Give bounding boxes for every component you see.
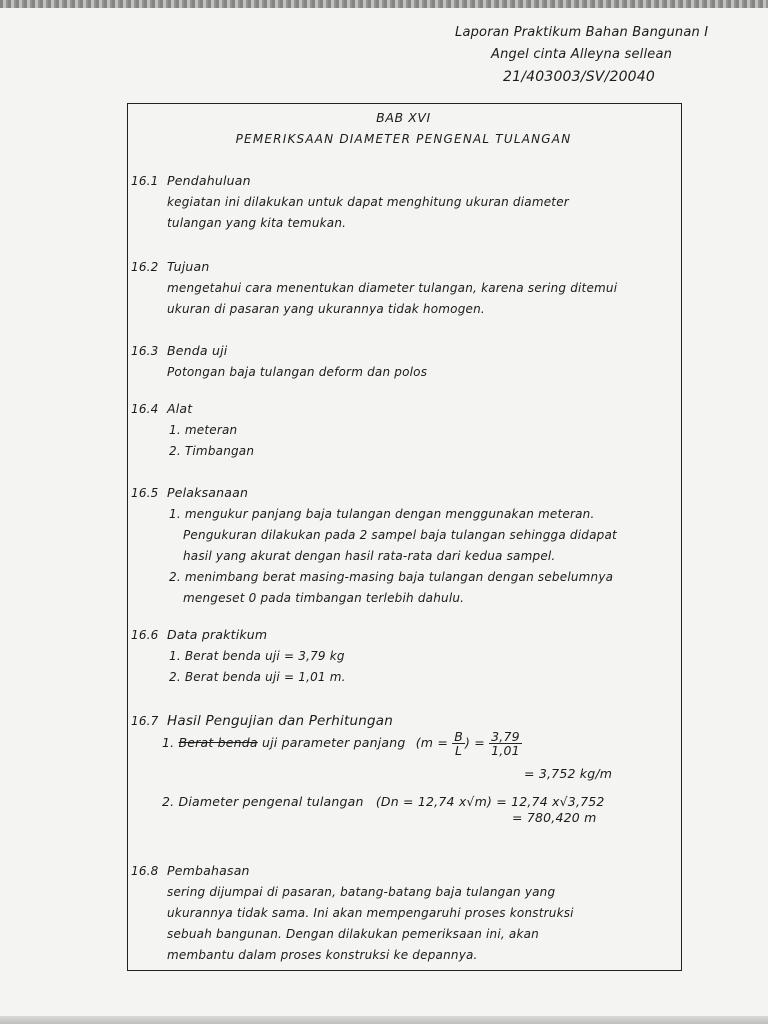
section-heading: Benda uji <box>167 343 228 358</box>
section-number: 16.7 <box>131 714 159 728</box>
section-heading: Hasil Pengujian dan Perhitungan <box>167 713 393 729</box>
student-name: Angel cinta Alleyna sellean <box>491 47 673 62</box>
section-line: Potongan baja tulangan deform dan polos <box>167 365 428 379</box>
section-heading: Tujuan <box>167 259 210 274</box>
chapter-name: PEMERIKSAAN DIAMETER PENGENAL TULANGAN <box>235 132 572 146</box>
section-line: ukuran di pasaran yang ukurannya tidak homogen. <box>167 302 485 316</box>
list-item: 2. Timbangan <box>169 444 255 458</box>
section-line: mengetahui cara menentukan diameter tulangan, karena sering ditemui <box>167 281 618 295</box>
report-course: Laporan Praktikum Bahan Bangunan I <box>455 25 709 40</box>
calc-item-2 <box>162 794 605 809</box>
section-line: sering dijumpai di pasaran, batang-batang baja tulangan yang <box>167 885 556 899</box>
scan-top-edge <box>0 0 768 8</box>
section-line: ukurannya tidak sama. Ini akan mempengaruhi proses konstruksi <box>167 906 574 920</box>
calc-result-1: = 3,752 kg/m <box>524 766 613 781</box>
list-item-continuation: mengeset 0 pada timbangan terlebih dahulu. <box>183 591 465 605</box>
section-data-praktikum <box>131 624 676 688</box>
section-line: tulangan yang kita temukan. <box>167 216 347 230</box>
scan-bottom-edge <box>0 1016 768 1024</box>
chapter-title: BAB XVI <box>376 110 431 125</box>
section-number: 16.2 <box>131 260 159 274</box>
section-number: 16.4 <box>131 402 159 416</box>
section-number: 16.8 <box>131 864 159 878</box>
calc-label: uji parameter panjang <box>262 735 406 750</box>
equals-sign: = <box>474 735 485 750</box>
list-item: 1. meteran <box>169 423 238 437</box>
struck-text: Berat benda <box>178 735 258 750</box>
section-hasil-pengujian <box>131 710 676 732</box>
section-line: kegiatan ini dilakukan untuk dapat menghitung ukuran diameter <box>167 195 569 209</box>
section-tujuan <box>131 256 676 320</box>
list-item: 1. mengukur panjang baja tulangan dengan menggunakan meteran. <box>169 507 595 521</box>
section-heading: Pembahasan <box>167 863 250 878</box>
calc-step: = 12,74 x√3,752 <box>496 794 605 809</box>
section-pelaksanaan <box>131 482 676 609</box>
section-heading: Alat <box>167 401 193 416</box>
section-heading: Data praktikum <box>167 627 268 642</box>
list-item: 2. Berat benda uji = 1,01 m. <box>169 670 346 684</box>
section-heading: Pendahuluan <box>167 173 251 188</box>
section-heading: Pelaksanaan <box>167 485 249 500</box>
section-alat <box>131 398 676 462</box>
section-line: sebuah bangunan. Dengan dilakukan pemeriksaan ini, akan <box>167 927 539 941</box>
report-header <box>455 22 755 88</box>
section-pendahuluan <box>131 170 676 234</box>
formula: (Dn = 12,74 x√m) <box>375 794 493 809</box>
formula-lhs: m = <box>420 735 449 750</box>
section-line: membantu dalam proses konstruksi ke depannya. <box>167 948 478 962</box>
section-number: 16.1 <box>131 174 159 188</box>
list-item: 2. menimbang berat masing-masing baja tulangan dengan sebelumnya <box>169 570 614 584</box>
calc-item-number: 1. <box>162 735 175 750</box>
calc-result-2: = 780,420 m <box>512 810 597 825</box>
calc-label: 2. Diameter pengenal tulangan <box>162 794 364 809</box>
section-number: 16.5 <box>131 486 159 500</box>
section-pembahasan <box>131 860 676 966</box>
calc-item-1: 1. Berat benda uji parameter panjang (m = $\frac{B}{L}$ ) = $\frac{3,79}{1,01}$ <box>162 729 520 758</box>
list-item-continuation: Pengukuran dilakukan pada 2 sampel baja tulangan sehingga didapat <box>183 528 617 542</box>
formula-fraction: $\frac{B}{L}$ <box>454 729 463 758</box>
section-benda-uji <box>131 340 676 383</box>
value-fraction: $\frac{3,79}{1,01}$ <box>491 729 520 758</box>
section-number: 16.3 <box>131 344 159 358</box>
section-number: 16.6 <box>131 628 159 642</box>
list-item: 1. Berat benda uji = 3,79 kg <box>169 649 345 663</box>
list-item-continuation: hasil yang akurat dengan hasil rata-rata dari kedua sampel. <box>183 549 556 563</box>
student-id: 21/403003/SV/20040 <box>503 69 656 85</box>
